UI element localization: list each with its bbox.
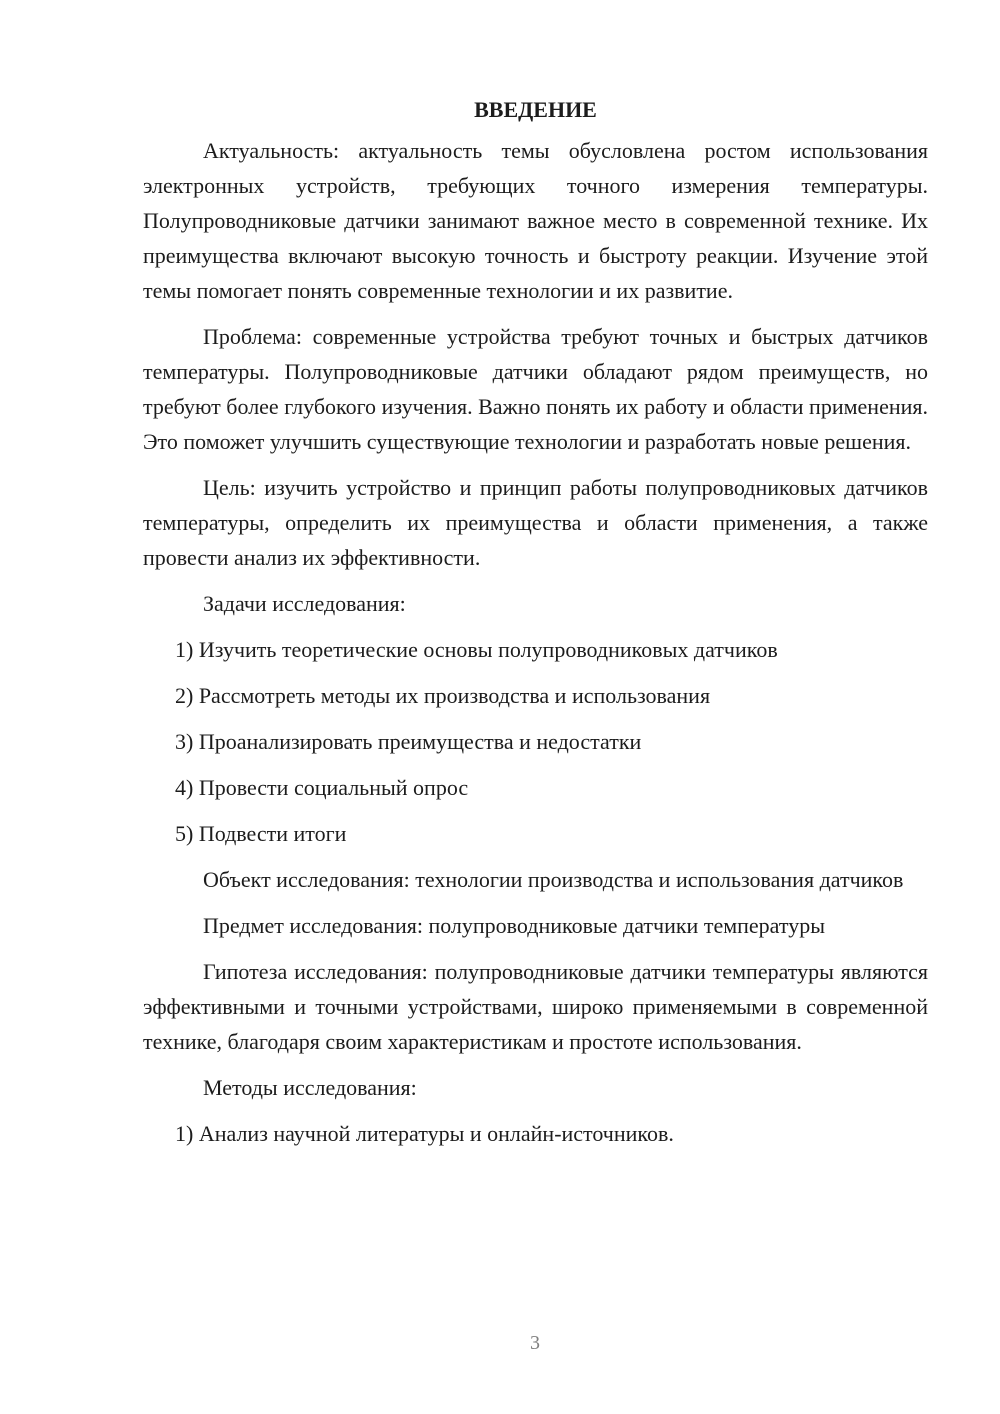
paragraph-hypothesis: Гипотеза исследования: полупроводниковые датчики температуры являются эффективными и точными устройствами, широко применяемыми в современной технике, благодаря своим характеристикам и простоте использования. — [143, 959, 928, 1054]
document-page — [143, 92, 928, 1162]
list-item: 4) Провести социальный опрос — [175, 775, 469, 800]
methods-list — [143, 1116, 928, 1151]
list-item: 1) Анализ научной литературы и онлайн-источников. — [175, 1121, 674, 1146]
tasks-list — [143, 632, 928, 851]
page-number: 3 — [530, 1332, 540, 1354]
paragraph-object: Объект исследования: технологии производства и использования датчиков — [203, 867, 904, 892]
list-item: 1) Изучить теоретические основы полупроводниковых датчиков — [175, 637, 778, 662]
page-title: ВВЕДЕНИЕ — [474, 97, 597, 122]
paragraph-goal: Цель: изучить устройство и принцип работы полупроводниковых датчиков температуры, определить их преимущества и области применения, а также провести анализ их эффективности. — [143, 475, 928, 570]
paragraph-subject: Предмет исследования: полупроводниковые датчики температуры — [203, 913, 825, 938]
paragraph-relevance: Актуальность: актуальность темы обусловлена ростом использования электронных устройств, требующих точного измерения температуры. Полупроводниковые датчики занимают важное место в современной технике. Их преимущества включают высокую точность и быстроту реакции. Изучение этой темы помогает понять современные технологии и их развитие. — [143, 138, 928, 303]
list-item: 5) Подвести итоги — [175, 821, 347, 846]
methods-heading: Методы исследования: — [203, 1075, 417, 1100]
tasks-heading: Задачи исследования: — [203, 591, 406, 616]
paragraph-problem: Проблема: современные устройства требуют точных и быстрых датчиков температуры. Полупроводниковые датчики обладают рядом преимуществ, но требуют более глубокого изучения. Важно понять их работу и области применения. Это поможет улучшить существующие технологии и разработать новые решения. — [143, 324, 928, 454]
list-item: 2) Рассмотреть методы их производства и использования — [175, 683, 711, 708]
list-item: 3) Проанализировать преимущества и недостатки — [175, 729, 642, 754]
